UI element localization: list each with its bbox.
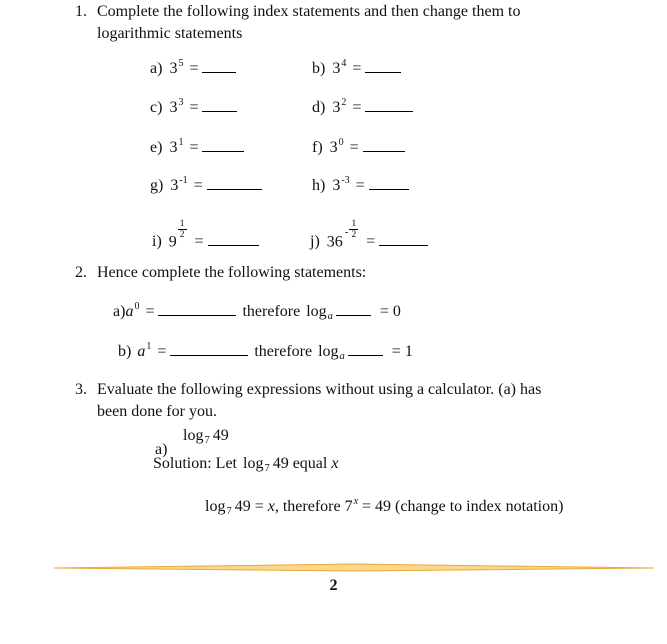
- question-1-text-line2: logarithmic statements: [97, 25, 243, 42]
- question-3-number: 3.: [75, 381, 87, 398]
- base-number: 3: [169, 60, 178, 78]
- base-number: 3: [170, 177, 179, 195]
- fraction-exponent: [349, 219, 358, 241]
- answer-blank: [170, 340, 248, 356]
- equals-sign: =: [352, 60, 362, 78]
- question-2-text: Hence complete the following statements:: [97, 264, 367, 281]
- equals-sign: =: [194, 233, 204, 251]
- item-label: h): [312, 177, 326, 195]
- answer-blank: [379, 230, 428, 246]
- equals-sign: =: [352, 99, 362, 117]
- exponent: -3: [341, 175, 350, 187]
- solution-prefix: Solution: Let: [153, 455, 237, 472]
- index-item-b: [312, 57, 401, 78]
- item-label: e): [150, 139, 163, 157]
- log-word: log: [205, 498, 226, 515]
- therefore-text: , therefore: [274, 498, 341, 515]
- item-label: b): [118, 343, 132, 361]
- answer-blank: [202, 136, 244, 152]
- log-base-subscript: 7: [226, 506, 232, 517]
- exponent: 1: [146, 341, 152, 353]
- exponent: -1: [179, 175, 188, 187]
- question-2-number: 2.: [75, 264, 87, 281]
- fraction-numerator: 1: [351, 219, 357, 229]
- equals-sign: =: [189, 99, 199, 117]
- log-argument: 49: [212, 427, 229, 444]
- equals-sign: =: [349, 139, 359, 157]
- log-word: log: [318, 343, 339, 361]
- equals-sign: =: [366, 233, 376, 251]
- base-number: 36: [326, 233, 343, 251]
- log-base-subscript: 7: [204, 435, 210, 446]
- exponent: 0: [134, 301, 140, 313]
- final-note: = 49 (change to index notation): [362, 498, 564, 515]
- index-item-i: [152, 219, 259, 251]
- index-item-c: [150, 96, 237, 117]
- answer-blank: [158, 300, 236, 316]
- base-number: 3: [332, 60, 341, 78]
- answer-blank: [348, 340, 383, 356]
- answer-blank: [207, 174, 262, 190]
- question-3-text-line2: been done for you.: [97, 403, 217, 420]
- log-statement-a: [113, 300, 401, 321]
- variable-base: a: [125, 303, 134, 321]
- equals-sign: =: [193, 177, 203, 195]
- exponent: 3: [178, 97, 184, 109]
- exponent: 2: [341, 97, 347, 109]
- exponent: 0: [338, 137, 344, 149]
- exponent: 1: [178, 137, 184, 149]
- item-label: a): [113, 303, 126, 321]
- log-word: log: [183, 427, 204, 444]
- question-1-text-line1: Complete the following index statements and then change them to: [97, 3, 521, 20]
- base-number: 3: [169, 139, 178, 157]
- index-item-e: [150, 136, 244, 157]
- item-label: i): [152, 233, 162, 251]
- equals-sign: =: [145, 303, 155, 321]
- index-item-d: [312, 96, 413, 117]
- variable-x: x: [267, 498, 275, 515]
- index-item-a: [150, 57, 236, 78]
- log-statement-b: [118, 340, 413, 361]
- log-argument: 49: [272, 455, 289, 472]
- therefore-word: therefore: [242, 303, 301, 321]
- answer-blank: [202, 57, 236, 73]
- result-text: = 1: [391, 343, 413, 361]
- question-3-text-line1: Evaluate the following expressions without using a calculator. (a) has: [97, 381, 542, 398]
- item-label: d): [312, 99, 326, 117]
- item-label: c): [150, 99, 163, 117]
- result-text: = 0: [379, 303, 401, 321]
- answer-blank: [363, 136, 405, 152]
- item-label: b): [312, 60, 326, 78]
- expression-log7-49: [183, 427, 229, 445]
- equal-word: equal: [292, 455, 328, 472]
- log-base-subscript: a: [327, 311, 333, 323]
- base-number: 3: [332, 99, 341, 117]
- item-label-3a: a): [155, 441, 168, 458]
- page-number: 2: [329, 577, 338, 594]
- fraction-exponent: [178, 219, 187, 241]
- variable-base: a: [137, 343, 146, 361]
- question-1-number: 1.: [75, 3, 87, 20]
- answer-blank: [365, 57, 401, 73]
- therefore-word: therefore: [254, 343, 313, 361]
- log-base-subscript: 7: [264, 463, 270, 474]
- index-item-f: [312, 136, 405, 157]
- item-label: a): [150, 60, 163, 78]
- answer-blank: [336, 300, 371, 316]
- answer-blank: [202, 96, 237, 112]
- answer-blank: [365, 96, 413, 112]
- answer-blank: [208, 230, 259, 246]
- fraction-numerator: 1: [179, 219, 185, 229]
- item-label: f): [312, 139, 323, 157]
- exponent-minus-sign: -: [344, 226, 349, 239]
- final-equation-line: [205, 497, 563, 516]
- base-number: 3: [329, 139, 338, 157]
- equals-sign: =: [157, 343, 167, 361]
- item-label: g): [150, 177, 164, 195]
- index-item-g: [150, 174, 262, 195]
- base-number: 9: [168, 233, 177, 251]
- base-number: 3: [169, 99, 178, 117]
- index-base: 7: [344, 498, 353, 515]
- log-word: log: [306, 303, 327, 321]
- variable-x: x: [331, 455, 339, 472]
- index-item-h: [312, 174, 409, 195]
- fraction-denominator: 2: [179, 230, 185, 241]
- equals-sign: =: [189, 60, 199, 78]
- base-number: 3: [332, 177, 341, 195]
- fraction-denominator: 2: [351, 230, 357, 241]
- exponent: 4: [341, 58, 347, 70]
- solution-line: [153, 455, 338, 473]
- equals-sign: =: [189, 139, 199, 157]
- equals-sign: =: [355, 177, 365, 195]
- index-exponent: x: [353, 496, 359, 507]
- answer-blank: [369, 174, 409, 190]
- item-label: j): [310, 233, 320, 251]
- index-item-j: [310, 219, 428, 251]
- exponent: 5: [178, 58, 184, 70]
- log-equation: 49 =: [234, 498, 264, 515]
- log-base-subscript: a: [339, 351, 345, 363]
- gold-divider-line: [52, 563, 656, 573]
- log-word: log: [243, 455, 264, 472]
